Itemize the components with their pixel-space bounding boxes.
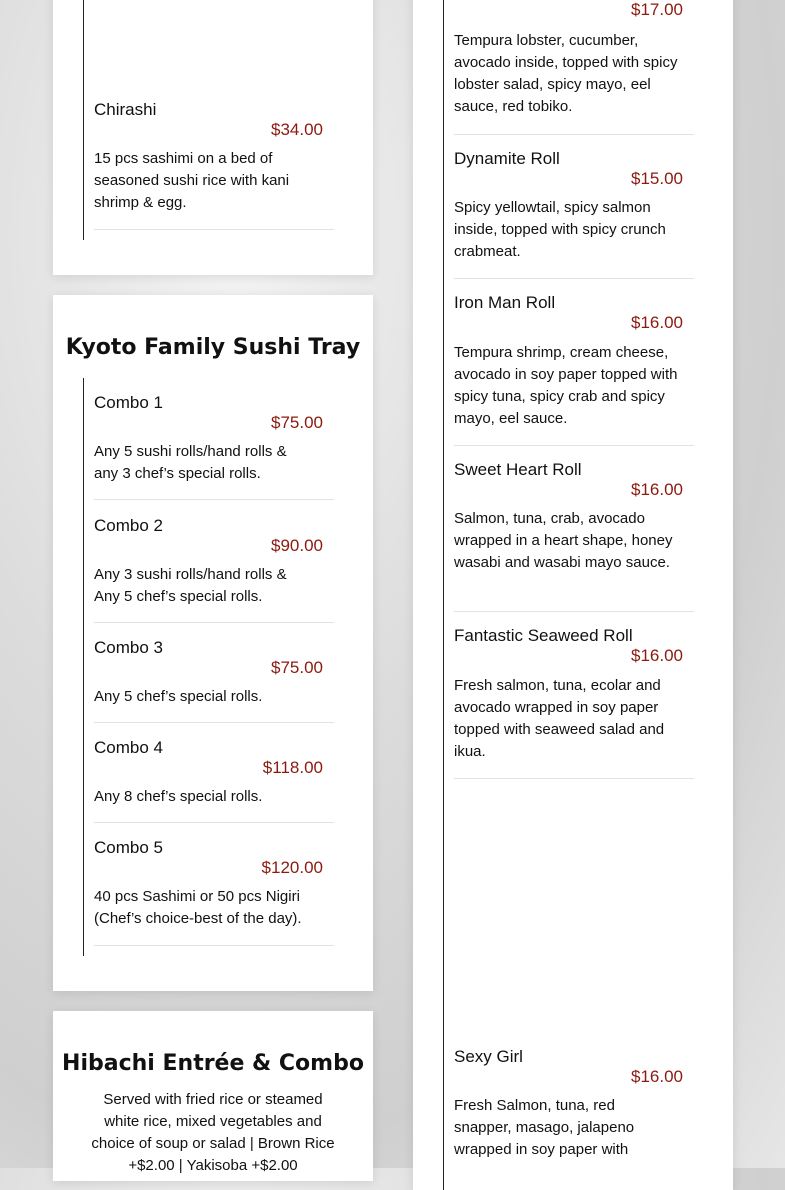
item-price: $16.00 bbox=[631, 646, 683, 665]
item-separator bbox=[94, 622, 334, 623]
item-separator bbox=[94, 229, 334, 230]
item-description: Salmon, tuna, crab, avocado wrapped in a heart shape, honey wasabi and wasabi mayo sauce. bbox=[454, 510, 673, 571]
item-price: $120.00 bbox=[261, 858, 323, 877]
section-title: Kyoto Family Sushi Tray bbox=[65, 335, 361, 360]
item-description: Tempura shrimp, cream cheese, avocado in soy paper topped with spicy tuna, spicy crab and spicy mayo, eel sauce. bbox=[454, 344, 678, 427]
item-separator bbox=[94, 822, 334, 823]
item-separator bbox=[454, 611, 694, 612]
item-name: Fantastic Seaweed Roll bbox=[454, 626, 633, 645]
section-description: Served with fried rice or steamed white rice, mixed vegetables and choice of soup or salad | Brown Rice +$2.00 | Yakisoba +$2.00 bbox=[91, 1091, 335, 1174]
section-divider-line bbox=[83, 378, 84, 956]
item-name: Combo 2 bbox=[94, 516, 163, 535]
item-description: Spicy yellowtail, spicy salmon inside, topped with spicy crunch crabmeat. bbox=[454, 199, 666, 260]
item-description: 40 pcs Sashimi or 50 pcs Nigiri (Chef’s choice-best of the day). bbox=[94, 888, 302, 927]
item-price: $75.00 bbox=[271, 658, 323, 677]
item-name: Dynamite Roll bbox=[454, 149, 560, 168]
item-name: Chirashi bbox=[94, 100, 157, 119]
menu-card-family-tray bbox=[53, 295, 373, 991]
item-name: Combo 5 bbox=[94, 838, 163, 857]
item-price: $17.00 bbox=[631, 0, 683, 19]
item-price: $16.00 bbox=[631, 313, 683, 332]
item-price: $90.00 bbox=[271, 536, 323, 555]
item-description: Tempura lobster, cucumber, avocado inside, topped with spicy lobster salad, spicy mayo, eel sauce, red tobiko. bbox=[454, 32, 678, 115]
item-price: $34.00 bbox=[271, 120, 323, 139]
item-price: $15.00 bbox=[631, 169, 683, 188]
item-separator bbox=[454, 134, 694, 135]
item-price: $16.00 bbox=[631, 1067, 683, 1086]
menu-card-previous bbox=[53, 0, 373, 275]
item-name: Sweet Heart Roll bbox=[454, 460, 582, 479]
item-description: Any 8 chef’s special rolls. bbox=[94, 788, 263, 805]
item-description: Any 3 sushi rolls/hand rolls & Any 5 chef’s special rolls. bbox=[94, 566, 287, 605]
item-separator bbox=[454, 778, 694, 779]
item-name: Combo 3 bbox=[94, 638, 163, 657]
item-separator bbox=[454, 445, 694, 446]
section-divider-line bbox=[443, 0, 444, 1190]
section-divider-line bbox=[83, 0, 84, 240]
item-name: Combo 1 bbox=[94, 393, 163, 412]
item-separator bbox=[454, 278, 694, 279]
item-price: $118.00 bbox=[262, 758, 323, 777]
section-title: Hibachi Entrée & Combo bbox=[62, 1051, 364, 1076]
item-description: Any 5 sushi rolls/hand rolls & any 3 chef’s special rolls. bbox=[94, 443, 287, 482]
item-separator bbox=[94, 722, 334, 723]
item-description: Fresh salmon, tuna, ecolar and avocado wrapped in soy paper topped with seaweed salad and ikua. bbox=[454, 677, 665, 760]
item-name: Iron Man Roll bbox=[454, 293, 556, 312]
menu-card-hibachi bbox=[53, 1011, 373, 1181]
item-separator bbox=[94, 499, 334, 500]
item-price: $75.00 bbox=[271, 413, 323, 432]
item-name: Sexy Girl bbox=[454, 1047, 523, 1066]
item-description: 15 pcs sashimi on a bed of seasoned sushi rice with kani shrimp & egg. bbox=[94, 150, 290, 211]
item-description: Fresh Salmon, tuna, red snapper, masago, jalapeno wrapped in soy paper with bbox=[454, 1097, 635, 1158]
item-description: Any 5 chef’s special rolls. bbox=[94, 688, 263, 705]
item-name: Combo 4 bbox=[94, 738, 163, 757]
item-separator bbox=[94, 945, 334, 946]
item-price: $16.00 bbox=[631, 480, 683, 499]
menu-card-special-rolls bbox=[413, 0, 733, 1190]
